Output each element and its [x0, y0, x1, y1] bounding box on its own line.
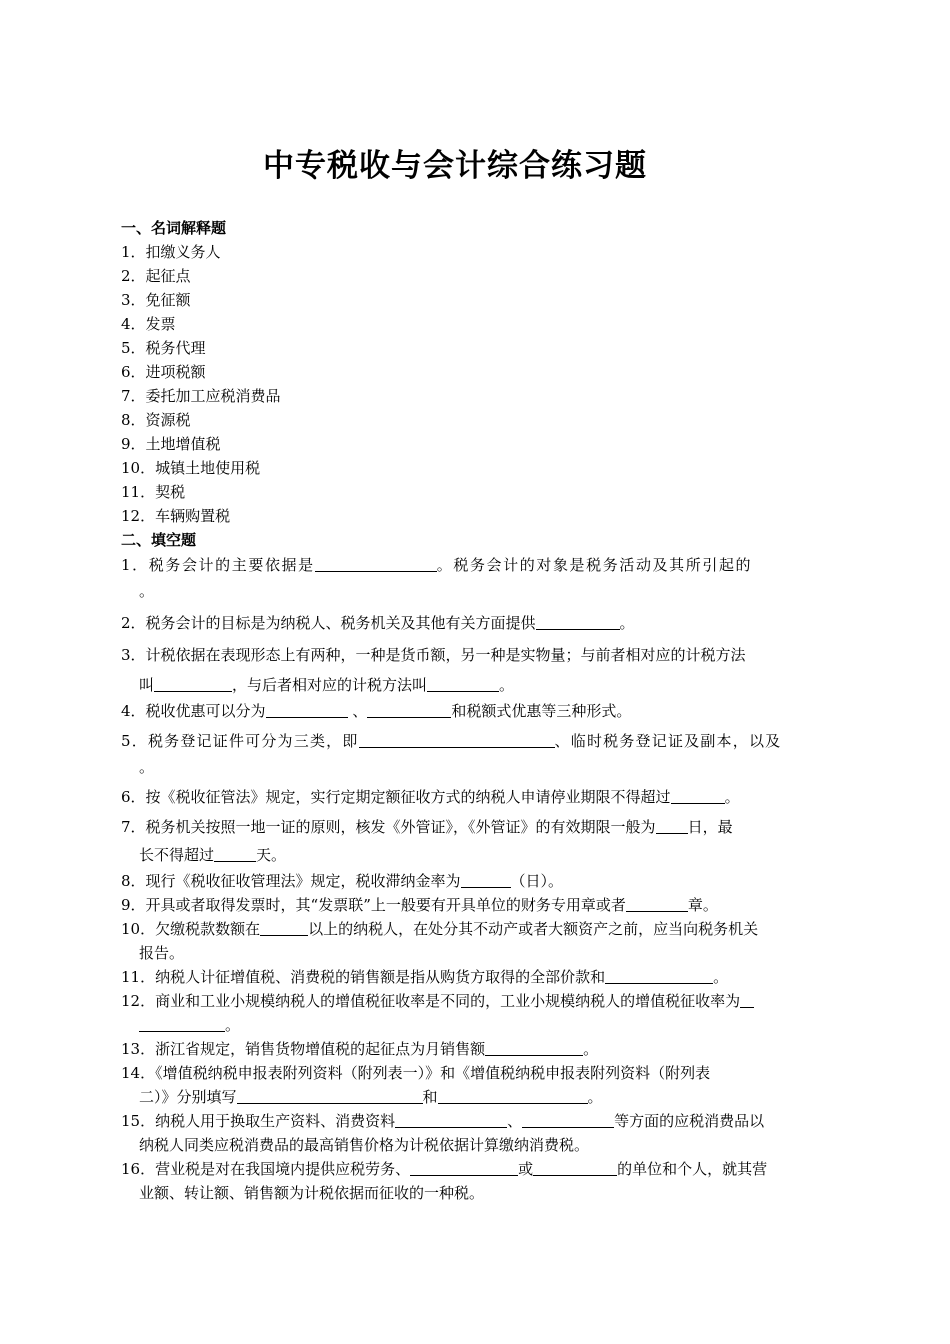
answer-blank	[367, 702, 451, 718]
answer-blank	[260, 920, 308, 936]
term-item: 4．发票	[121, 315, 176, 333]
document-body	[121, 216, 831, 1205]
term-item: 8．资源税	[121, 411, 191, 429]
answer-blank	[740, 992, 754, 1008]
question-12: 12．商业和工业小规模纳税人的增值税征收率是不同的，工业小规模纳税人的增值税征收率为 。	[121, 989, 831, 1037]
answer-blank	[139, 1016, 225, 1032]
answer-blank	[522, 1112, 614, 1128]
question-9: 9．开具或者取得发票时，其“发票联”上一般要有开具单位的财务专用章或者 章。	[121, 896, 718, 914]
answer-blank	[154, 676, 232, 692]
answer-blank	[395, 1112, 507, 1128]
question-16: 16．营业税是对在我国境内提供应税劳务、 或 的单位和个人，就其营 业额、转让额、销售额为计税依据而征收的一种税。	[121, 1160, 768, 1202]
answer-blank	[605, 968, 713, 984]
question-7: 7．税务机关按照一地一证的原则，核发《外管证》，《外管证》的有效期限一般为 日，最 长不得超过 天。	[121, 818, 733, 864]
question-5: 5．税务登记证件可分为三类，即 、临时税务登记证及副本，以及 。	[121, 732, 782, 776]
answer-blank	[533, 1160, 617, 1176]
term-item: 5．税务代理	[121, 339, 206, 357]
term-item: 9．土地增值税	[121, 435, 221, 453]
question-4: 4．税收优惠可以分为 、 和税额式优惠等三种形式。	[121, 702, 632, 720]
answer-blank	[214, 846, 256, 862]
term-item: 10．城镇土地使用税	[121, 459, 261, 477]
question-10: 10．欠缴税款数额在 以上的纳税人，在处分其不动产或者大额资产之前，应当向税务机关 报告。	[121, 920, 759, 962]
question-15: 15．纳税人用于换取生产资料、消费资料 、 等方面的应税消费品以 纳税人同类应税消费品的最高销售价格为计税依据计算缴纳消费税。	[121, 1112, 765, 1154]
term-item: 1．扣缴义务人	[121, 243, 221, 261]
question-6: 6．按《税收征管法》规定，实行定期定额征收方式的纳税人申请停业期限不得超过 。	[121, 788, 740, 806]
answer-blank	[438, 1088, 588, 1104]
term-item: 3．免征额	[121, 291, 191, 309]
section-heading-fill-blank: 二、填空题	[121, 531, 197, 549]
answer-blank	[485, 1040, 583, 1056]
answer-blank	[671, 788, 725, 804]
question-13: 13．浙江省规定，销售货物增值税的起征点为月销售额 。	[121, 1040, 599, 1058]
answer-blank	[359, 732, 555, 748]
question-3: 3．计税依据在表现形态上有两种，一种是货币额，另一种是实物量；与前者相对应的计税方法 叫 ，与后者相对应的计税方法叫 。	[121, 646, 746, 694]
answer-blank	[536, 614, 620, 630]
term-list	[121, 240, 831, 528]
question-8: 8．现行《税收征收管理法》规定，税收滞纳金率为 （日）。	[121, 872, 564, 890]
term-item: 7．委托加工应税消费品	[121, 387, 281, 405]
section-heading-terms: 一、名词解释题	[121, 219, 227, 237]
document-title: 中专税收与会计综合练习题	[263, 148, 647, 184]
term-item: 12．车辆购置税	[121, 507, 231, 525]
answer-blank	[315, 556, 437, 572]
term-item: 11．契税	[121, 483, 186, 501]
answer-blank	[626, 896, 688, 912]
answer-blank	[656, 818, 688, 834]
answer-blank	[427, 676, 499, 692]
answer-blank	[410, 1160, 518, 1176]
question-14: 14．《增值税纳税申报表附列资料（附列表一）》和《增值税纳税申报表附列资料（附列表 二）》分别填写 和 。	[121, 1064, 711, 1106]
question-2: 2．税务会计的目标是为纳税人、税务机关及其他有关方面提供 。	[121, 614, 635, 632]
answer-blank	[237, 1088, 423, 1104]
answer-blank	[266, 702, 348, 718]
question-1: 1．税务会计的主要依据是 。税务会计的对象是税务活动及其所引起的 。	[121, 556, 753, 600]
term-item: 2．起征点	[121, 267, 191, 285]
answer-blank	[461, 872, 511, 888]
question-11: 11．纳税人计征增值税、消费税的销售额是指从购货方取得的全部价款和 。	[121, 968, 729, 986]
term-item: 6．进项税额	[121, 363, 206, 381]
